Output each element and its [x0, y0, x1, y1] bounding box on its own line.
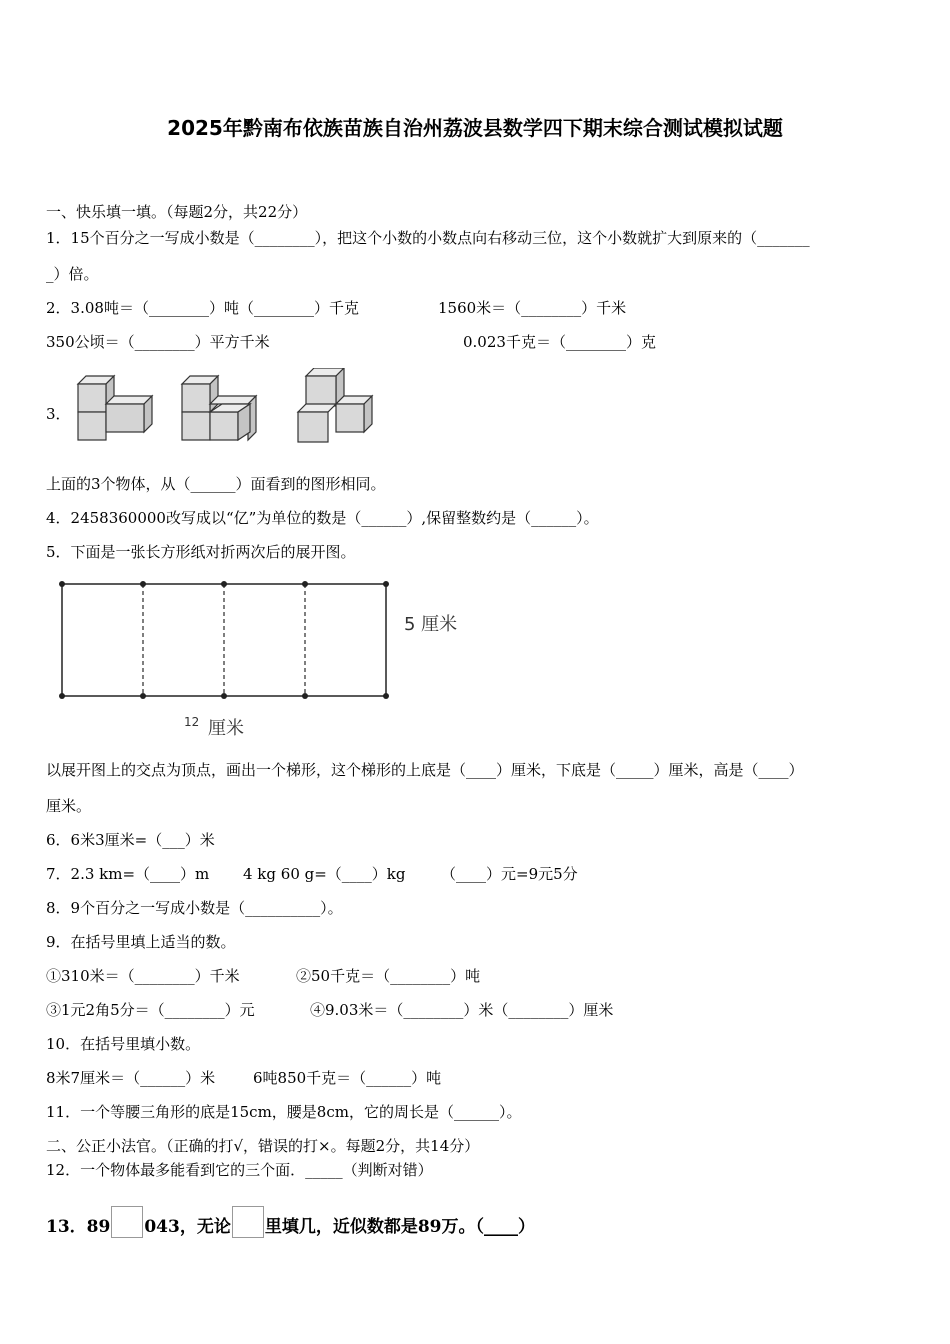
question-3-text: 上面的3个物体，从（______）面看到的图形相同。 [46, 475, 386, 493]
question-9-item-1: ①310米＝（________）千米 [46, 967, 240, 985]
section-2-heading: 二、公正小法官。（正确的打√，错误的打×。每题2分，共14分） [46, 1137, 480, 1155]
question-2-part-1: 2．3.08吨＝（________）吨（________）千克 [46, 299, 359, 317]
question-7-part-1: 7．2.3 km=（____）m [46, 865, 210, 883]
page-title: 2025年黔南布依族苗族自治州荔波县数学四下期末综合测试模拟试题 [167, 116, 783, 140]
question-5-text-1: 以展开图上的交点为顶点，画出一个梯形，这个梯形的上底是（____）厘米，下底是（_____）厘米，高是（____） [46, 761, 804, 779]
question-11: 11．一个等腰三角形的底是15cm，腰是8cm，它的周长是（______）。 [46, 1103, 522, 1121]
question-2-part-2: 1560米＝（________）千米 [438, 299, 627, 317]
question-1-line-1: 1．15个百分之一写成小数是（________），把这个小数的小数点向右移动三位，这个小数就扩大到原来的（_______ [46, 229, 810, 247]
cube-figures [70, 368, 380, 448]
question-13-number: 13． [46, 1217, 87, 1237]
question-13-part-2: 043，无论 [144, 1217, 231, 1237]
width-number: 12 [184, 715, 200, 729]
question-13-part-1: 89 [86, 1217, 111, 1237]
width-unit: 厘米 [208, 718, 244, 739]
height-label: 5 厘米 [404, 614, 458, 635]
digit-box-2 [232, 1206, 264, 1238]
question-6: 6．6米3厘米=（___）米 [46, 831, 215, 849]
question-2-part-3: 350公顷＝（________）平方千米 [46, 333, 270, 351]
question-4: 4．2458360000改写成以“亿”为单位的数是（______）,保留整数约是（______）。 [46, 509, 599, 527]
question-9-item-2: ②50千克＝（________）吨 [296, 967, 481, 985]
question-5: 5．下面是一张长方形纸对折两次后的展开图。 [46, 543, 356, 561]
cube-figure-2 [182, 376, 256, 440]
section-1-heading: 一、快乐填一填。（每题2分，共22分） [46, 203, 308, 221]
question-5-text-2: 厘米。 [46, 797, 92, 815]
question-1-line-2: _）倍。 [46, 265, 99, 283]
question-12: 12．一个物体最多能看到它的三个面．_____（判断对错） [46, 1161, 433, 1179]
question-9-item-4: ④9.03米＝（________）米（________）厘米 [310, 1001, 614, 1019]
question-13 [46, 1206, 535, 1238]
cube-figure-1 [78, 376, 152, 440]
question-9-item-3: ③1元2角5分＝（________）元 [46, 1001, 255, 1019]
unfolded-rectangle-figure [52, 574, 482, 746]
question-7-part-2: 4 kg 60 g=（____）kg [243, 865, 406, 883]
question-3-number: 3． [46, 405, 71, 423]
question-13-part-3: 里填几，近似数都是89万。（____） [264, 1217, 536, 1237]
question-10-item-1: 8米7厘米＝（______）米 [46, 1069, 216, 1087]
question-9: 9．在括号里填上适当的数。 [46, 933, 236, 951]
question-7-part-3: （____）元=9元5分 [441, 865, 578, 883]
question-8: 8．9个百分之一写成小数是（__________）。 [46, 899, 343, 917]
question-10-item-2: 6吨850千克＝（______）吨 [253, 1069, 442, 1087]
cube-figure-3 [298, 368, 372, 442]
question-10: 10．在括号里填小数。 [46, 1035, 201, 1053]
question-2-part-4: 0.023千克＝（________）克 [463, 333, 656, 351]
digit-box-1 [111, 1206, 143, 1238]
